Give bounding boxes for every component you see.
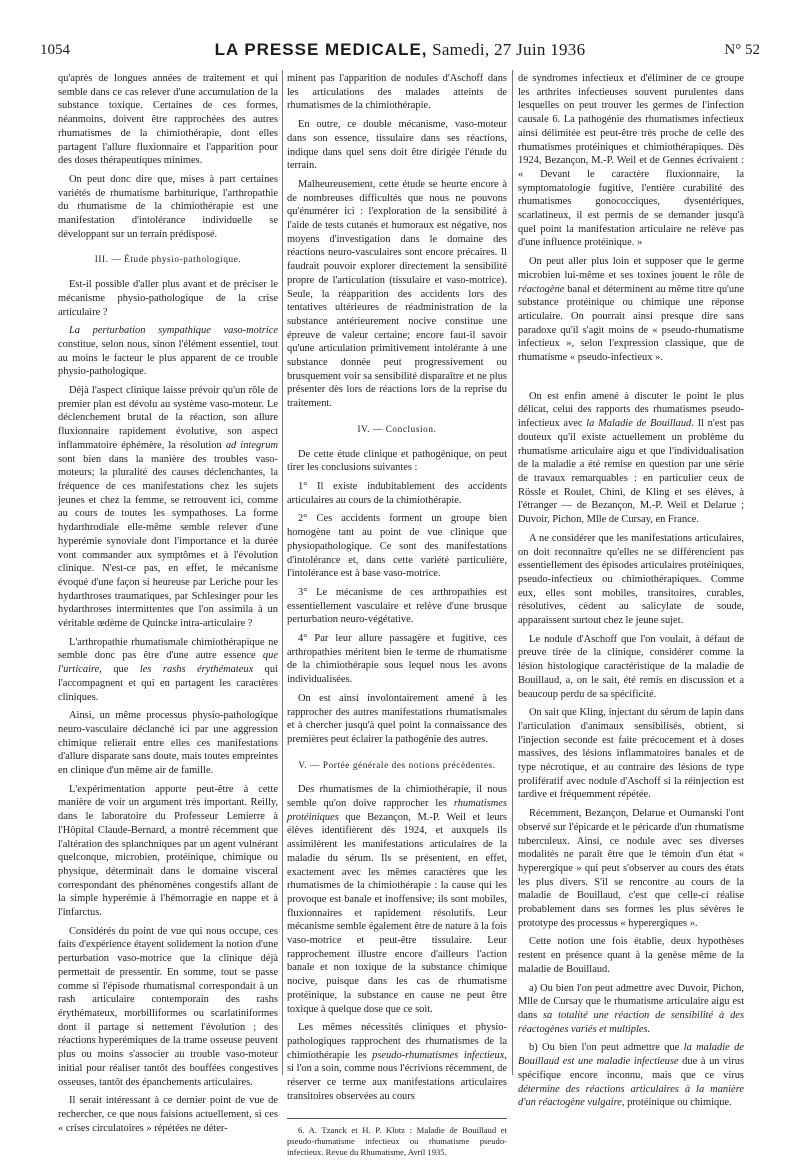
spacer: [518, 370, 744, 390]
paragraph: En outre, ce double mécanisme, vaso-moteur dans son essence, tissulaire dans ses réactions, indique dans quel sens doit être dirigée l'étude du terrain.: [287, 119, 507, 172]
paragraph: [58, 636, 278, 705]
paragraph: de syndromes infectieux et d'éliminer de ce groupe les arthrites infectieuses souvent purulentes dans lesquelles on peut trouver les germes de l'infection causale 6. La pathogénie des rhumatismes infectieux ainsi délimitée est peut-être très proche de celle des rhumatismes protéiniques et chimiothérapiques. Dès 1924, Bezançon, M.-P. Weil et de Gennes écrivaient : « Devant le caractère fluxionnaire, la symptomatologie fugitive, l'entière curabilité des rhumatismes gonococciques, dysentériques, scarlatineux, il est permis de se demander jusqu'à quel point la manifestation articulaire ne relève pas d'une influence protéinique. »: [518, 73, 744, 249]
paragraph: Récemment, Bezançon, Delarue et Oumanski l'ont observé sur l'épicarde et le péricarde d'un rhumatisme tuberculeux. Ainsi, ce nodule avec ses diverses modalités ne paraît être que le témoin d'un état « hyperergique » qui peut s'observer au cours des états les plus divers. S'il se rencontre au cours de la maladie de Bouillaud, c'est que celle-ci réalise probablement dans ses formes les plus sévères le prototype des processus « hyperergiques ».: [518, 808, 744, 929]
italic-text: sa totalité une réaction de sensibilité à des réactogènes variés et multiples.: [518, 1010, 745, 1035]
paragraph: Considérés du point de vue qui nous occupe, ces faits d'expérience étayent solidement la notion d'une perturbation vaso-motrice que la clinique déjà permettait de pressentir. En somme, tout se passe comme si l'épisode rhumatismal correspondait à un rash articulaire contemporain des rashs érythémateux, morbilliformes ou scarlatiniformes dont il partage si nettement l'évolution ; des réactions hyperémiques de la trame osseuse peuvent plus ou moins s'associer au trouble vaso-moteur initial pour réaliser tantôt des bouffées congestives osseuses, tantôt des épanchements articulaires.: [58, 925, 278, 1088]
paragraph: On sait que Kling, injectant du sérum de lapin dans l'articulation d'animaux sensibilisés, obtient, si l'injection seconde est faite précocement et à doses massives, des lésions inflammatoires banales et de type nécrotique, et au contraire des lésions de type prolifératif avec nodule d'Aschoff si la réinjection est tardive et fréquemment répétée.: [518, 707, 744, 801]
italic-text: la Maladie de Bouillaud: [586, 418, 692, 430]
italic-text: pseudo-rhumatismes infectieux: [372, 1049, 505, 1061]
issue-date: Samedi, 27 Juin 1936: [432, 40, 586, 59]
text: On est enfin amené à discuter le point le plus délicat, celui des rapports des rhumatismes pseudo-infectieux avec: [518, 390, 744, 430]
text: Déjà l'aspect clinique laisse prévoir qu'un rôle de premier plan est dévolu au système vaso-moteur. Le déclenchement brutal de la réaction, son allure fluxionnaire rapidement évolutive, son aspect inflammatoire éphémère, la résolution: [58, 385, 278, 451]
paragraph: Cette notion une fois établie, deux hypothèses restent en présence quant à la genèse même de la maladie de Bouillaud.: [518, 936, 744, 975]
footnote: 6. A. Tzanck et H. P. Klotz : Maladie de Bouillaud et pseudo-rhumatisme infectieux ou rhumatisme pseudo-infectieux. Revue du Rhumatisme, Avril 1935.: [287, 1124, 507, 1158]
paragraph: Il serait intéressant à ce dernier point de vue de rechercher, ce que nous faisions actuellement, si ces « crises circulatoires » répétées ne déter-: [58, 1095, 278, 1134]
text: constitue, selon nous, sinon l'élément essentiel, tout au moins le facteur le plus apparent de ce trouble physio-pathologique.: [58, 338, 278, 378]
italic-text: que l'urticaire: [58, 650, 278, 676]
text: sont bien dans la manière des troubles vaso-moteurs; la pluralité des causes déclenchantes, la fréquence de ces manifestations chez les sujets jeunes et chez la femme, se retrouvent ici, comme au cours de toutes les sympathoses. La forme hydarthrodiale elle-même semble relever d'une hyperémie synoviale dont l'importance et la durée vont commander aux symptômes et à l'évolution clinique. N'est-ce pas, en effet, le mécanisme évoqué d'une façon si heureuse par Leriche pour les hydarthroses traumatiques, par Schlesinger pour les hydarthroses intermittentes que l'on assimila à un véritable œdème de Quincke intra-articulaire ?: [58, 453, 278, 630]
page-header: [40, 40, 760, 62]
conclusion-item: 4° Par leur allure passagère et fugitive, ces arthropathies méritent bien le terme de rhumatisme de la chimiothérapie sous lequel nous les avons individualisées.: [287, 633, 507, 686]
italic-text: réactogène: [518, 283, 565, 295]
text: qui l'accompagnent et qui en partagent les caractères cliniques.: [58, 664, 279, 703]
paragraph: [287, 783, 507, 1016]
column-divider: [282, 70, 283, 1075]
column-middle: [287, 72, 507, 1164]
issue-number: N° 52: [724, 42, 760, 58]
paragraph: minent pas l'apparition de nodules d'Aschoff dans les articulations des malades atteints de rhumatismes de la chimiothérapie.: [287, 73, 507, 112]
column-right: [518, 72, 744, 1115]
paragraph: [287, 1021, 507, 1103]
paragraph: [518, 1041, 744, 1110]
paragraph: A ne considérer que les manifestations articulaires, on doit reconnaître qu'elles ne se différencient pas essentiellement des épisodes articulaires protéiniques, pseudo-infectieux ou chimiothérapiques. Comme eux, elles sont mobiles, transitoires, curables, résolutives, cèdent au salicylate de soude, apparaissent surtout chez le jeune sujet.: [518, 532, 744, 627]
italic-text: les rashs érythémateux: [139, 664, 254, 676]
paragraph: [518, 390, 744, 527]
paragraph: Le nodule d'Aschoff que l'on voulait, à défaut de preuve tirée de la clinique, considérer comme la lésion histologique caractéristique de la maladie de Bouillaud, a, on le sait, été remis en discussion et a beaucoup perdu de sa spécificité.: [518, 633, 744, 700]
italic-text: détermine des réactions articulaires à la manière d'un réactogène vulgaire,: [518, 1083, 744, 1109]
paragraph: On est ainsi involontairement amené à les rapprocher des autres manifestations rhumatismales et à chercher jusqu'à quel point la connaissance des premières peut éclairer la pathogénie des autres.: [287, 692, 507, 745]
text: , si l'on a soin, comme nous l'écrivions récemment, de réserver ce terme aux manifestations articulaires transitoires observées au cours: [287, 1049, 507, 1102]
text: protéinique ou chimique.: [624, 1097, 732, 1109]
conclusion-item: 1° Il existe indubitablement des accidents articulaires au cours de la chimiothérapie.: [287, 480, 507, 506]
text: Les mêmes nécessités cliniques et physio-pathologiques rapprochent des rhumatismes de la chimiothérapie les: [287, 1022, 507, 1061]
paragraph: On peut donc dire que, mises à part certaines variétés de rhumatisme barbiturique, l'arthropathie du rhumatisme de la chimiothérapie est une manifestation d'intolérance individuelle se développant sur un terrain prédisposé.: [58, 173, 278, 240]
footnote-rule: [287, 1118, 507, 1119]
section-heading: IV. — Conclusion.: [357, 423, 437, 434]
italic-text: La perturbation sympathique vaso-motrice: [69, 325, 278, 337]
column-left: [58, 72, 278, 1140]
column-divider: [512, 70, 513, 1075]
italic-text: la maladie de Bouillaud est une maladie infectieuse: [518, 1042, 744, 1068]
paragraph: [58, 324, 278, 379]
text: a) Ou bien l'on peut admettre avec Duvoir, Pichon, Mlle de Cursay que le rhumatisme articulaire aigu est dans: [518, 982, 744, 1021]
paragraph: [518, 255, 744, 365]
text: banal et déterminent au même titre qu'une substance protéinique ou chimique une réponse articulaire. On pourrait ainsi presque dire sans paradoxe qu'il s'agit moins de « pseudo-rhumatisme infectieux », selon l'expression classique, que de rhumatisme « pseudo-infectieux ».: [518, 283, 744, 364]
text: On peut aller plus loin et supposer que le germe microbien lui-même et ses toxines jouent le rôle de: [518, 256, 744, 281]
text: que Bezançon, M.-P. Weil et leurs élèves identifièrent dès 1924, et auxquels ils assimilèrent les manifestations articulaires de la maladie du sérum. Ils se présentent, en effet, exactement avec les mêmes caractères que les rhumatismes de la chimiothérapie : la cause qui les provoque est banale et inoffensive; ils sont mobiles, fluxionnaires et rapidement résolutifs. Leur mécanisme semble également être de nature à la fois vaso-motrice et peut-être tissulaire. Leur rapprochement illustre encore d'ailleurs l'action banale et non toxique de la substance chimique nocive, puisque dans les cas de rhumatisme protéinique, la substance en cause ne peut être toxique à quelque dose que ce soit.: [287, 811, 507, 1015]
journal-name: LA PRESSE MEDICALE,: [214, 40, 428, 59]
section-heading: III. — Étude physio-pathologique.: [94, 254, 242, 265]
paragraph: De cette étude clinique et pathogénique, on peut tirer les conclusions suivantes :: [287, 448, 507, 474]
conclusion-item: 3° Le mécanisme de ces arthropathies est essentiellement vasculaire et relève d'une brusque perturbation neuro-végétative.: [287, 586, 507, 626]
page-number: 1054: [40, 42, 70, 58]
conclusion-item: 2° Ces accidents forment un groupe bien homogène tant au point de vue clinique que physiopathologique. Ce sont des manifestations d'intolérance et, dans cette variété particulière, l'intolérance est à base vaso-motrice.: [287, 513, 507, 580]
text: . Il n'est pas douteux qu'il existe actuellement un problème du rhumatisme articulaire aigu et que l'individualisation de la maladie a été remise en question par une série de travaux remarquables : en particulier ceux de Rössle et Roulet, Chini, de Kling et ses élèves, à l'étranger — de Bezançon, M.-P. Weil et Delarue ; Duvoir, Pichon, Mlle de Cursay, en France.: [518, 418, 744, 526]
paragraph: L'expérimentation apporte peut-être à cette manière de voir un argument très important. Reilly, dans le laboratoire du Professeur Lemierre à l'Hôpital Claude-Bernard, a montré récemment que l'altération des splanchniques par un agent vulnérant quelconque, microbien, protéinique, chimique ou physique, déterminait dans le domaine visceral correspondant des phénomènes congestifs allant de la simple hyperémie à l'hémorragie en nappe et à l'infarctus.: [58, 783, 278, 919]
text: Des rhumatismes de la chimiothérapie, il nous semble qu'on doive rapprocher les: [287, 784, 507, 810]
paragraph: [58, 384, 278, 631]
italic-text: rhumatismes protéiniques: [287, 798, 507, 823]
paragraph: qu'après de longues années de traitement et qui semble dans ce cas relever d'une accumulation de la substance toxique. Certaines de ces formes, néanmoins, doivent être rapprochées des autres rhumatismes de la chimiothérapie, dont elles partagent l'allure fluxionnaire et l'apparition pour des doses thérapeutiques minimes.: [58, 73, 278, 167]
text: due à un virus spécifique encore inconnu, mais que ce virus: [518, 1056, 745, 1081]
running-title: [40, 40, 760, 60]
text: b) Ou bien l'on peut admettre que: [529, 1042, 684, 1054]
text: , que: [99, 664, 140, 676]
paragraph: Est-il possible d'aller plus avant et de préciser le mécanisme physio-pathologique de la crise articulaire ?: [58, 279, 278, 318]
text: L'arthropathie rhumatismale chimiothérapique ne semble donc pas être d'une autre essence: [58, 636, 278, 662]
paragraph: [518, 982, 744, 1037]
paragraph: Ainsi, un même processus physio-pathologique neuro-vasculaire déclanché ici par une aggression chimique relierait entre elles ces manifestations d'allure disparate sans doute, mais toutes empreintes en clinique d'un même air de famille.: [58, 710, 278, 777]
italic-text: ad integrum: [225, 439, 278, 451]
paragraph: Malheureusement, cette étude se heurte encore à de nombreuses difficultés que nous ne pouvons qu'énumérer ici : l'exploration de la sensibilité à l'aide de tests cutanés et humoraux est négative, nos moyens d'investigation dans le domaine des réactions neuro-vasculaires sont encore précaires. Il faudrait pouvoir explorer directement la sensibilité propre de l'articulation (tissulaire et vaso-motrice). Seule, la réapparition des accidents lors des tentatives ultérieures de réadministration de la substance antérieurement nocive constitue une épreuve de valeur certaine; encore faut-il savoir qu'une articulation primitivement intolérante à une substance donnée peut progressivement ou brusquement voir sa sensibilité disparaître et ne plus présenter dès lors de réactions lors de la reprise du traitement.: [287, 178, 507, 410]
section-heading: V. — Portée générale des notions précédentes.: [298, 759, 496, 770]
